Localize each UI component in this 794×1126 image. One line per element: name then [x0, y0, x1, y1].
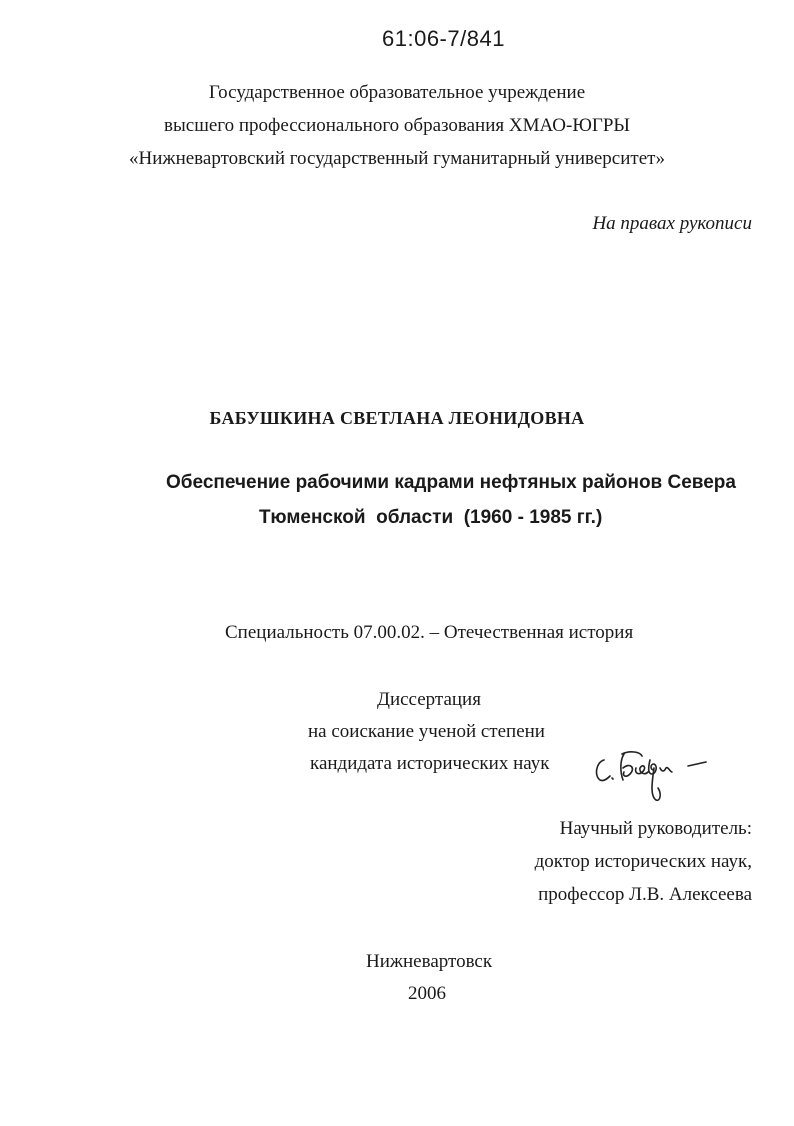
institution-line-3: «Нижневартовский государственный гуманитарный университет»	[129, 148, 665, 169]
advisor-label: Научный руководитель:	[559, 818, 752, 839]
degree-line-2: кандидата исторических наук	[310, 753, 550, 774]
advisor-name: профессор Л.В. Алексеева	[538, 884, 752, 905]
dissertation-title-line-1: Обеспечение рабочими кадрами нефтяных районов Севера	[166, 472, 736, 493]
dissertation-title-line-2: Тюменской области (1960 - 1985 гг.)	[259, 507, 603, 528]
specialty-line: Специальность 07.00.02. – Отечественная история	[225, 622, 634, 643]
dissertation-label: Диссертация	[377, 689, 481, 710]
degree-line-1: на соискание ученой степени	[308, 721, 545, 742]
city: Нижневартовск	[366, 951, 493, 972]
year: 2006	[408, 983, 446, 1004]
institution-line-1: Государственное образовательное учреждение	[208, 82, 586, 103]
advisor-degree: доктор исторических наук,	[534, 851, 752, 872]
archive-code: 61:06-7/841	[382, 26, 505, 51]
manuscript-note: На правах рукописи	[592, 213, 752, 234]
author-name: БАБУШКИНА СВЕТЛАНА ЛЕОНИДОВНА	[209, 408, 585, 428]
institution-line-2: высшего профессионального образования ХМАО-ЮГРЫ	[164, 115, 630, 136]
handwritten-signature	[590, 738, 720, 808]
